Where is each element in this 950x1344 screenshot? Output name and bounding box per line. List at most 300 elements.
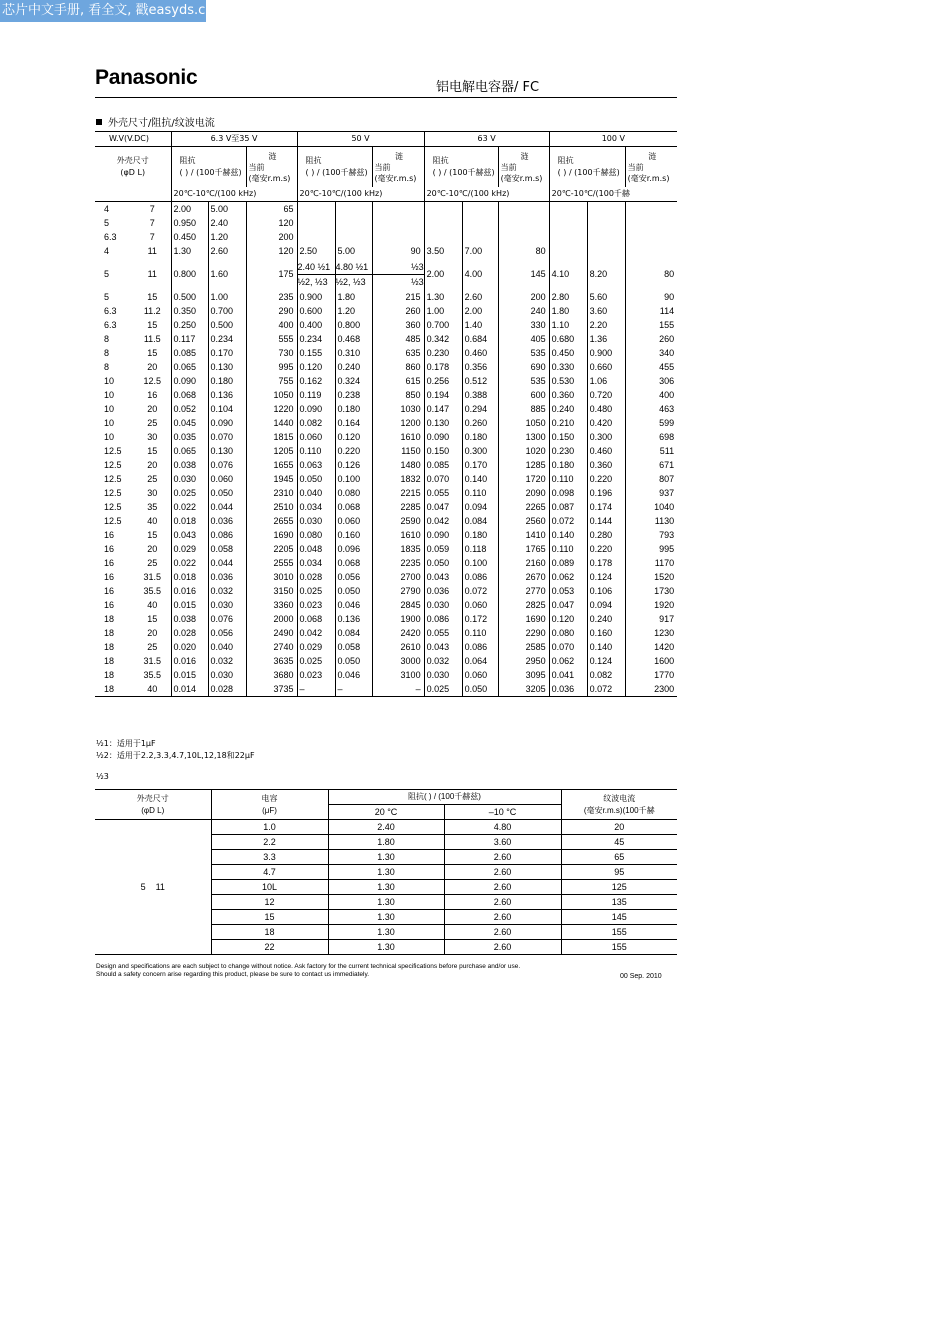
size-cell: 10 (104, 376, 115, 386)
value-cell: 671 (625, 458, 677, 472)
value-cell: 0.076 (208, 612, 246, 626)
sub-cap-header (211, 790, 328, 820)
value-cell: 1920 (625, 598, 677, 612)
ripple-header-1 (246, 147, 297, 188)
size-cell: 10 (104, 404, 115, 414)
value-cell: 0.063 (297, 458, 335, 472)
voltage-header-63: 63 V (424, 132, 549, 147)
value-cell (498, 216, 549, 230)
value-cell: 2300 (625, 682, 677, 697)
size-cell: 11.2 (143, 306, 161, 316)
sub-size-unit: (φD L) (141, 805, 165, 815)
value-cell: 1835 (372, 542, 424, 556)
value-cell: 0.086 (462, 570, 498, 584)
value-cell: 0.172 (462, 612, 498, 626)
value-cell: 0.015 (171, 668, 208, 682)
value-cell: 0.250 (171, 318, 208, 332)
value-cell (549, 202, 587, 217)
value-cell: 1765 (498, 542, 549, 556)
value-cell (297, 230, 335, 244)
footnote-mark: 2.40 ½1 (298, 260, 335, 275)
sub-value-cell: 1.0 (211, 820, 328, 835)
value-cell: 0.234 (297, 332, 335, 346)
value-cell: 0.124 (587, 654, 625, 668)
value-cell: 0.090 (297, 402, 335, 416)
table-row (95, 654, 677, 668)
value-cell: 0.089 (549, 556, 587, 570)
ripple-label-3: (毫安r.m.s) (248, 173, 291, 183)
value-cell: 2590 (372, 514, 424, 528)
sub-value-cell: 20 (561, 820, 677, 835)
value-cell: – (335, 682, 372, 697)
value-cell: 0.104 (208, 402, 246, 416)
value-cell: 0.086 (424, 612, 462, 626)
value-cell: 463 (625, 402, 677, 416)
value-cell: 0.130 (208, 444, 246, 458)
sub-value-cell: 10L (211, 880, 328, 895)
size-cell: 16 (104, 530, 115, 540)
value-cell: 0.022 (171, 500, 208, 514)
ripple-label-1: 涟 (395, 151, 404, 161)
value-cell (372, 216, 424, 230)
table-row (95, 458, 677, 472)
value-cell: 1815 (246, 430, 297, 444)
value-cell: 0.720 (587, 388, 625, 402)
footer-line-2: Should a safety concern arise regarding this product, please be sure to contact us immediately. (96, 971, 370, 978)
value-cell: 0.030 (208, 598, 246, 612)
header-divider (95, 97, 677, 98)
table-row (95, 444, 677, 458)
size-cell: 11 (147, 269, 157, 279)
value-cell: 0.062 (549, 654, 587, 668)
sub-value-cell: 145 (561, 910, 677, 925)
value-cell: 0.080 (335, 486, 372, 500)
sub-value-cell: 155 (561, 925, 677, 940)
value-cell: 1.80 (549, 304, 587, 318)
value-cell: 0.300 (587, 430, 625, 444)
table-row (95, 216, 677, 230)
size-cell: 12.5 (104, 474, 122, 484)
value-cell (424, 230, 462, 244)
value-cell: 1690 (498, 612, 549, 626)
value-cell: 3360 (246, 598, 297, 612)
value-cell: 0.034 (297, 500, 335, 514)
value-cell: 175 (246, 258, 297, 290)
value-cell: 885 (498, 402, 549, 416)
value-cell: 2.60 (462, 290, 498, 304)
value-cell: 0.460 (462, 346, 498, 360)
value-cell: 1130 (625, 514, 677, 528)
size-cell: 7 (134, 202, 171, 217)
value-cell: 0.050 (335, 654, 372, 668)
value-cell: 0.120 (297, 360, 335, 374)
value-cell: 2.50 (297, 244, 335, 258)
ripple-header-3 (498, 147, 549, 188)
footnote-cell (297, 258, 335, 290)
size-cell: 11 (147, 246, 157, 256)
value-cell: – (297, 682, 335, 697)
value-cell: 0.044 (208, 500, 246, 514)
value-cell: 0.100 (335, 472, 372, 486)
value-cell: 0.256 (424, 374, 462, 388)
brand-logo: Panasonic (95, 66, 198, 89)
value-cell: 200 (498, 290, 549, 304)
value-cell: 0.110 (297, 444, 335, 458)
sub-value-cell: 135 (561, 895, 677, 910)
value-cell: 2.80 (549, 290, 587, 304)
value-cell: 2265 (498, 500, 549, 514)
value-cell: 3.60 (587, 304, 625, 318)
value-cell: 5.60 (587, 290, 625, 304)
ripple-label-3: (毫安r.m.s) (374, 173, 417, 183)
value-cell: 0.028 (297, 570, 335, 584)
size-cell: 11.5 (143, 334, 161, 344)
value-cell (587, 216, 625, 230)
value-cell (549, 216, 587, 230)
section-title (96, 114, 215, 129)
size-cell: 10 (104, 390, 115, 400)
sub-value-cell: 1.80 (328, 835, 444, 850)
size-cell: 5 (104, 269, 110, 279)
value-cell: 0.342 (424, 332, 462, 346)
value-cell: 0.098 (549, 486, 587, 500)
value-cell: 0.147 (424, 402, 462, 416)
value-cell: 3635 (246, 654, 297, 668)
value-cell: 90 (625, 290, 677, 304)
sub-size-cell: 5 11 (95, 820, 211, 955)
impedance-header-1 (171, 147, 246, 188)
value-cell: 0.036 (208, 570, 246, 584)
sub-value-cell: 22 (211, 940, 328, 955)
value-cell: 2285 (372, 500, 424, 514)
value-cell: 0.110 (462, 626, 498, 640)
value-cell: 2.00 (462, 304, 498, 318)
value-cell: 0.090 (424, 430, 462, 444)
watermark-link[interactable]: 芯片中文手册, 看全文, 戳easyds.cn (0, 0, 206, 22)
value-cell: 0.050 (335, 584, 372, 598)
value-cell (549, 244, 587, 258)
value-cell: 0.055 (424, 626, 462, 640)
value-cell: 2585 (498, 640, 549, 654)
value-cell: 0.240 (335, 360, 372, 374)
value-cell: 260 (625, 332, 677, 346)
value-cell (335, 216, 372, 230)
table-row (95, 402, 677, 416)
value-cell: 0.080 (297, 528, 335, 542)
value-cell: 455 (625, 360, 677, 374)
value-cell: 0.030 (424, 598, 462, 612)
value-cell: 1020 (498, 444, 549, 458)
value-cell: 0.025 (424, 682, 462, 697)
size-cell: 6.3 (104, 232, 117, 242)
value-cell: 0.094 (462, 500, 498, 514)
value-cell: 1480 (372, 458, 424, 472)
footnote-mark: 4.80 ½1 (336, 260, 372, 275)
value-cell: 0.388 (462, 388, 498, 402)
value-cell: 0.350 (171, 304, 208, 318)
value-cell: 215 (372, 290, 424, 304)
value-cell: 1.20 (208, 230, 246, 244)
value-cell: 0.800 (335, 318, 372, 332)
value-cell: 0.032 (208, 654, 246, 668)
ripple-label-1: 涟 (268, 151, 277, 161)
size-cell: 12.5 (143, 376, 162, 386)
sub-value-cell: 1.30 (328, 850, 444, 865)
value-cell: 4.00 (462, 258, 498, 290)
impedance-label: 阻抗 (305, 156, 322, 165)
value-cell: 0.068 (335, 556, 372, 570)
value-cell: 0.072 (587, 682, 625, 697)
value-cell: 0.056 (208, 626, 246, 640)
size-cell: 35.5 (143, 586, 162, 596)
size-cell: 18 (104, 656, 115, 666)
table-row (95, 388, 677, 402)
table-row (95, 514, 677, 528)
value-cell: 2490 (246, 626, 297, 640)
value-cell: 1.06 (587, 374, 625, 388)
voltage-header-6-3-35: 6.3 V至35 V (171, 132, 297, 147)
value-cell: 1.10 (549, 318, 587, 332)
impedance-unit: ( ) / (100千赫兹) (179, 168, 242, 177)
value-cell (297, 202, 335, 217)
footer-disclaimer (96, 963, 566, 979)
size-cell: 35 (147, 502, 158, 512)
value-cell: 1945 (246, 472, 297, 486)
value-cell: 1040 (625, 500, 677, 514)
impedance-unit: ( ) / (100千赫兹) (557, 168, 620, 177)
value-cell: 0.300 (462, 444, 498, 458)
size-cell: 31.5 (143, 572, 162, 582)
value-cell: 535 (498, 346, 549, 360)
value-cell: 0.260 (462, 416, 498, 430)
table-row (95, 472, 677, 486)
value-cell: 0.087 (549, 500, 587, 514)
table-row (95, 668, 677, 682)
size-cell: 7 (149, 218, 155, 228)
value-cell: 1285 (498, 458, 549, 472)
value-cell: 0.180 (549, 458, 587, 472)
value-cell: 0.025 (297, 654, 335, 668)
value-cell: 0.420 (587, 416, 625, 430)
case-size-unit: (φD L) (120, 168, 146, 177)
value-cell: 2510 (246, 500, 297, 514)
table-row (95, 486, 677, 500)
value-cell: 0.220 (587, 542, 625, 556)
value-cell: 0.041 (549, 668, 587, 682)
value-cell: 0.048 (297, 542, 335, 556)
value-cell: 0.090 (208, 416, 246, 430)
value-cell: 2.00 (424, 258, 462, 290)
value-cell: 120 (246, 244, 297, 258)
value-cell: 0.060 (462, 668, 498, 682)
sub-value-cell: 1.30 (328, 925, 444, 940)
value-cell: 0.238 (335, 388, 372, 402)
value-cell: 0.240 (549, 402, 587, 416)
value-cell: 0.210 (549, 416, 587, 430)
value-cell: 0.110 (549, 542, 587, 556)
value-cell: 0.106 (587, 584, 625, 598)
sub-size-header (95, 790, 211, 820)
value-cell: 0.064 (462, 654, 498, 668)
table-row (95, 244, 677, 258)
value-cell: 0.059 (424, 542, 462, 556)
value-cell: 2420 (372, 626, 424, 640)
value-cell: 80 (498, 244, 549, 258)
size-cell: 31.5 (143, 656, 162, 666)
size-cell: 16 (104, 586, 115, 596)
sub-value-cell: 3.60 (444, 835, 561, 850)
value-cell: 260 (372, 304, 424, 318)
value-cell (498, 202, 549, 217)
footnote-mark: ½2, ½3 (335, 276, 366, 287)
value-cell: 0.460 (587, 444, 625, 458)
value-cell: 0.700 (424, 318, 462, 332)
value-cell: 995 (246, 360, 297, 374)
sub-value-cell: 2.60 (444, 850, 561, 865)
value-cell: 0.052 (171, 402, 208, 416)
footnote-mark: ½3 (373, 260, 424, 275)
sub-value-cell: 12 (211, 895, 328, 910)
value-cell: 0.700 (208, 304, 246, 318)
value-cell: 0.500 (208, 318, 246, 332)
size-cell: 25 (147, 642, 158, 652)
size-cell: 16 (147, 390, 158, 400)
value-cell: 0.150 (424, 444, 462, 458)
ripple-label-2: 当前 (627, 162, 644, 172)
value-cell: 0.124 (587, 570, 625, 584)
value-cell: 0.162 (297, 374, 335, 388)
value-cell: 0.360 (587, 458, 625, 472)
value-cell: 2215 (372, 486, 424, 500)
size-cell: 18 (104, 614, 115, 624)
value-cell: 1.30 (171, 244, 208, 258)
value-cell: 1520 (625, 570, 677, 584)
value-cell: 145 (498, 258, 549, 290)
value-cell: 0.043 (171, 528, 208, 542)
size-cell: 16 (104, 572, 115, 582)
voltage-header-50: 50 V (297, 132, 424, 147)
value-cell: 340 (625, 346, 677, 360)
value-cell: 0.072 (462, 584, 498, 598)
voltage-header-100: 100 V (549, 132, 677, 147)
value-cell: 0.234 (208, 332, 246, 346)
value-cell: 1050 (498, 416, 549, 430)
value-cell: 0.076 (208, 458, 246, 472)
footnote-cell (335, 258, 372, 290)
value-cell: 200 (246, 230, 297, 244)
value-cell: 0.100 (462, 556, 498, 570)
value-cell: 5.00 (208, 202, 246, 217)
value-cell: 400 (625, 388, 677, 402)
value-cell: 0.050 (208, 486, 246, 500)
value-cell: 2555 (246, 556, 297, 570)
table-row (95, 640, 677, 654)
value-cell: 2290 (498, 626, 549, 640)
value-cell: 0.294 (462, 402, 498, 416)
size-cell: 8 (104, 334, 110, 344)
ripple-label-3: (毫安r.m.s) (500, 173, 543, 183)
value-cell: 4.10 (549, 258, 587, 290)
table-row (95, 202, 677, 217)
value-cell: 1.60 (208, 258, 246, 290)
value-cell: 0.036 (424, 584, 462, 598)
value-cell: 0.082 (297, 416, 335, 430)
value-cell: 0.144 (587, 514, 625, 528)
value-cell: 2655 (246, 514, 297, 528)
value-cell: 0.194 (424, 388, 462, 402)
value-cell: 0.900 (587, 346, 625, 360)
value-cell: 3680 (246, 668, 297, 682)
value-cell: 0.036 (549, 682, 587, 697)
value-cell: 0.044 (208, 556, 246, 570)
ripple-label-2: 当前 (374, 162, 391, 172)
value-cell: 0.085 (171, 346, 208, 360)
value-cell: 793 (625, 528, 677, 542)
sub-value-cell: 18 (211, 925, 328, 940)
sub-ripple-label: 纹波电流 (603, 793, 636, 803)
value-cell: 0.016 (171, 584, 208, 598)
value-cell: 1030 (372, 402, 424, 416)
size-cell: 40 (147, 516, 158, 526)
ripple-header-2 (372, 147, 424, 188)
sub-value-cell: 65 (561, 850, 677, 865)
value-cell: 0.038 (171, 612, 208, 626)
value-cell: 2790 (372, 584, 424, 598)
temp-header-1: 20℃-10℃/(100 kHz) (171, 187, 297, 202)
value-cell: 0.025 (297, 584, 335, 598)
value-cell: 0.082 (587, 668, 625, 682)
value-cell: 3095 (498, 668, 549, 682)
value-cell: 1.00 (208, 290, 246, 304)
sub-t10-header: –10 °C (444, 805, 561, 820)
sub-value-cell: 1.30 (328, 865, 444, 880)
value-cell: 2090 (498, 486, 549, 500)
size-cell: 15 (147, 614, 158, 624)
value-cell: 2670 (498, 570, 549, 584)
note-1: ½1：适用于1μF (96, 739, 156, 748)
value-cell: 850 (372, 388, 424, 402)
value-cell: 1220 (246, 402, 297, 416)
value-cell: 0.025 (171, 486, 208, 500)
sub-size-label: 外壳尺寸 (136, 793, 169, 803)
value-cell (462, 216, 498, 230)
value-cell: 330 (498, 318, 549, 332)
table-row (95, 374, 677, 388)
value-cell: 0.030 (297, 514, 335, 528)
table-row (95, 682, 677, 697)
size-cell: 12.5 (104, 488, 122, 498)
value-cell: 3000 (372, 654, 424, 668)
value-cell: 1205 (246, 444, 297, 458)
table-row (95, 542, 677, 556)
value-cell: 0.096 (335, 542, 372, 556)
value-cell: 2.00 (171, 202, 208, 217)
value-cell (424, 202, 462, 217)
value-cell: 0.130 (208, 360, 246, 374)
footnote-cell (372, 258, 424, 290)
value-cell: 0.068 (297, 612, 335, 626)
value-cell: 240 (498, 304, 549, 318)
document-title: 铝电解电容器/ FC (436, 80, 540, 95)
value-cell: 405 (498, 332, 549, 346)
sub-value-cell: 4.7 (211, 865, 328, 880)
value-cell: 0.028 (171, 626, 208, 640)
table-row (95, 500, 677, 514)
value-cell: 0.230 (424, 346, 462, 360)
size-cell: 12.5 (104, 502, 122, 512)
wv-header: W.V(V.DC) (109, 134, 149, 143)
value-cell: 0.178 (587, 556, 625, 570)
